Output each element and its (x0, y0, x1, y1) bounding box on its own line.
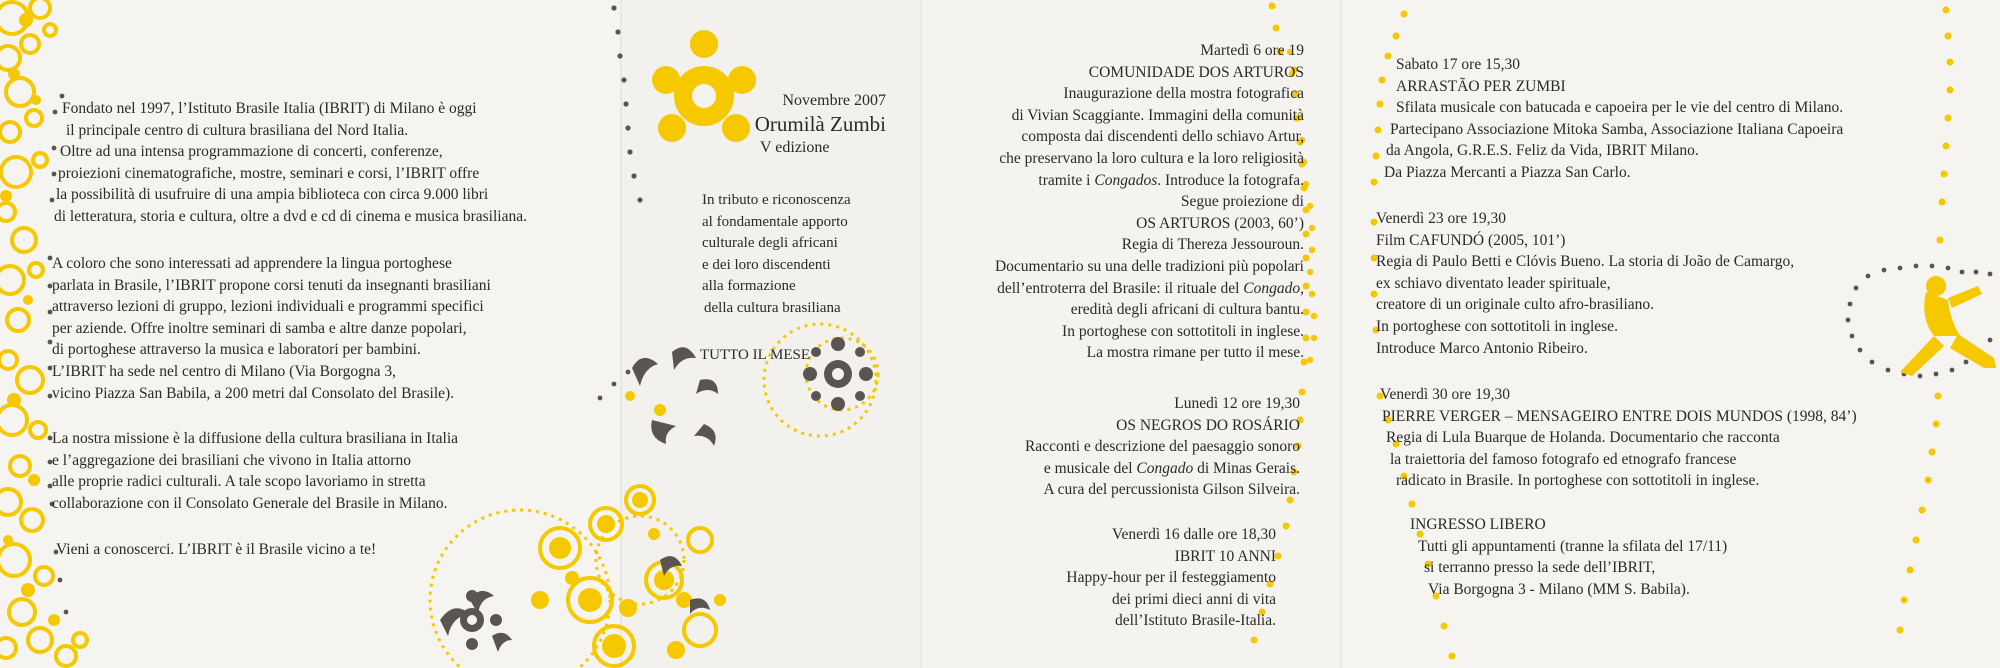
courses-line: di portoghese attraverso la musica e laboratori per bambini. (52, 341, 421, 359)
free-entry-title: INGRESSO LIBERO (1410, 516, 1546, 533)
tribute-text (702, 190, 851, 320)
tribute-line: e dei loro discendenti (702, 256, 831, 273)
event-line-italic: Congados (1094, 171, 1158, 189)
event-comunidade (995, 40, 1304, 364)
event-when: Lunedì 12 ore 19,30 (1174, 395, 1300, 412)
courses-text (52, 253, 491, 404)
event-line: composta dai discendenti dello schiavo Artur, (1021, 128, 1304, 146)
event-line-part: e musicale del (1043, 459, 1137, 477)
event-line-italic: Congado (1136, 459, 1194, 477)
all-month-text: TUTTO IL MESE (700, 347, 810, 363)
intro-line: Fondato nel 1997, l’Istituto Brasile Italia (IBRIT) di Milano è oggi (62, 100, 477, 117)
event-line: Happy-hour per il festeggiamento (1066, 569, 1276, 587)
tribute-line: della cultura brasiliana (704, 299, 841, 316)
event-when: Martedì 6 ore 19 (1200, 42, 1304, 59)
courses-line: L’IBRIT ha sede nel centro di Milano (Via Borgogna 3, (52, 362, 397, 380)
event-line: A cura del percussionista Gilson Silveira. (1043, 481, 1300, 499)
event-title: Orumilà Zumbi (754, 112, 886, 136)
event-line: Regia di Thereza Jessouroun. (1121, 236, 1304, 254)
tribute-line: alla formazione (702, 278, 796, 295)
event-line (995, 278, 1304, 300)
event-line-part: di Minas Gerais. (1193, 459, 1300, 477)
event-line: eredità degli africani di cultura bantu. (1070, 301, 1304, 319)
event-line: Inaugurazione della mostra fotografica (1063, 85, 1304, 103)
mission-line: La nostra missione è la diffusione della cultura brasiliana in Italia (52, 430, 459, 447)
event-cafundo (1376, 208, 1794, 359)
tribute-line: al fondamentale apporto (702, 213, 848, 230)
event-line-part: tramite i (1038, 171, 1095, 189)
event-line: creatore di un originale culto afro-brasiliano. (1376, 296, 1655, 314)
event-line: Regia di Paulo Betti e Clóvis Bueno. La storia di João de Camargo, (1376, 253, 1795, 271)
free-entry-line: si terranno presso la sede dell’IBRIT, (1424, 559, 1656, 577)
event-title: PIERRE VERGER – MENSAGEIRO ENTRE DOIS MUNDOS (1998, 84’) (1382, 407, 1857, 425)
free-entry (1410, 514, 1727, 600)
event-line: la traiettoria del famoso fotografo ed etnografo francese (1390, 450, 1737, 468)
event-line: Documentario su una delle tradizioni più popolari (994, 257, 1304, 275)
event-line: OS ARTUROS (2003, 60’) (1136, 214, 1304, 232)
event-line: Da Piazza Mercanti a Piazza San Carlo. (1384, 163, 1631, 181)
event-line: Sfilata musicale con batucada e capoeira per le vie del centro di Milano. (1396, 99, 1844, 117)
intro-line: proiezioni cinematografiche, mostre, seminari e corsi, l’IBRIT offre (58, 164, 480, 182)
intro-line: la possibilità di usufruire di una ampia biblioteca con circa 9.000 libri (56, 186, 489, 204)
event-line: In portoghese con sottotitoli in inglese. (1376, 317, 1618, 335)
event-line: dei primi dieci anni di vita (1112, 590, 1276, 608)
event-line (995, 170, 1304, 192)
event-ibrit-10-anni (1066, 524, 1276, 632)
event-title: OS NEGROS DO ROSÁRIO (1116, 416, 1300, 434)
mission-line: e l’aggregazione dei brasiliani che vivono in Italia attorno (52, 451, 411, 469)
event-line: Regia di Lula Buarque de Holanda. Documentario che racconta (1386, 429, 1780, 447)
dot-line (611, 5, 642, 202)
free-entry-line: Via Borgogna 3 - Milano (MM S. Babila). (1428, 580, 1690, 598)
event-line-part: , (1300, 279, 1304, 297)
event-line: ex schiavo diventato leader spirituale, (1376, 274, 1611, 292)
event-line: da Angola, G.R.E.S. Feliz da Vida, IBRIT Milano. (1386, 142, 1699, 160)
event-when: Venerdì 23 ore 19,30 (1376, 210, 1506, 227)
event-line (1025, 458, 1300, 480)
event-line: radicato in Brasile. In portoghese con sottotitoli in inglese. (1396, 472, 1760, 490)
event-arrastao (1384, 54, 1844, 184)
intro-line: il principale centro di cultura brasiliana del Nord Italia. (66, 121, 409, 139)
closing-text (56, 539, 376, 561)
intro-text (54, 98, 527, 228)
mission-line: collaborazione con il Consolato Generale del Brasile in Milano. (52, 494, 448, 512)
event-line: Introduce Marco Antonio Ribeiro. (1376, 339, 1588, 357)
event-line: In portoghese con sottotitoli in inglese. (1062, 322, 1304, 340)
event-line: che preservano la loro cultura e la loro religiosità (999, 149, 1304, 167)
courses-line: parlata in Brasile, l’IBRIT propone corsi tenuti da insegnanti brasiliani (52, 276, 491, 294)
event-negros-rosario (1025, 393, 1300, 501)
event-line-part: dell’entroterra del Brasile: il rituale del (997, 279, 1244, 297)
dancer-figure-circle (1846, 264, 1996, 379)
cover-artwork (430, 324, 878, 668)
edition-number: V edizione (760, 139, 830, 156)
event-line: di Vivian Scaggiante. Immagini della comunità (1011, 106, 1304, 124)
event-pierre-verger (1380, 384, 1857, 492)
event-line: Racconti e descrizione del paesaggio sonoro (1024, 438, 1300, 456)
event-title: ARRASTÃO PER ZUMBI (1396, 77, 1566, 95)
courses-line: vicino Piazza San Babila, a 200 metri dal Consolato del Brasile). (52, 384, 455, 402)
mission-text (52, 428, 458, 514)
intro-line: di letteratura, storia e cultura, oltre a dvd e cd di cinema e musica brasiliana. (54, 207, 527, 225)
free-entry-line: Tutti gli appuntamenti (tranne la sfilata del 17/11) (1418, 537, 1728, 555)
edition-date: Novembre 2007 (782, 92, 886, 109)
event-when: Venerdì 30 ore 19,30 (1380, 386, 1510, 403)
event-title: Film CAFUNDÓ (2005, 101’) (1376, 231, 1566, 249)
mission-line: alle proprie radici culturali. A tale scopo lavoriamo in stretta (52, 473, 426, 491)
tribute-line: culturale degli africani (702, 235, 838, 252)
tribute-line: In tributo e riconoscenza (702, 192, 851, 208)
event-line: dell’Istituto Brasile-Italia. (1115, 612, 1276, 630)
courses-line: A coloro che sono interessati ad apprendere la lingua portoghese (52, 255, 452, 272)
closing-line: Vieni a conoscerci. L’IBRIT è il Brasile vicino a te! (56, 541, 377, 558)
courses-line: per aziende. Offre inoltre seminari di samba e altre danze popolari, (52, 319, 467, 337)
event-title: COMUNIDADE DOS ARTUROS (1088, 63, 1304, 81)
event-when: Venerdì 16 dalle ore 18,30 (1112, 526, 1276, 543)
event-title: IBRIT 10 ANNI (1174, 547, 1276, 565)
event-line: Partecipano Associazione Mitoka Samba, Associazione Italiana Capoeira (1390, 120, 1844, 138)
event-when: Sabato 17 ore 15,30 (1396, 56, 1520, 73)
intro-line: Oltre ad una intensa programmazione di concerti, conferenze, (60, 143, 443, 161)
cover-title (706, 92, 886, 157)
event-line: Segue proiezione di (1180, 193, 1304, 211)
event-line: La mostra rimane per tutto il mese. (1086, 344, 1304, 362)
event-line-italic: Congado (1243, 279, 1301, 297)
all-month-label (700, 345, 810, 367)
event-line-part: . Introduce la fotografa. (1157, 171, 1304, 189)
courses-line: attraverso lezioni di gruppo, lezioni individuali e programmi specifici (52, 298, 484, 316)
